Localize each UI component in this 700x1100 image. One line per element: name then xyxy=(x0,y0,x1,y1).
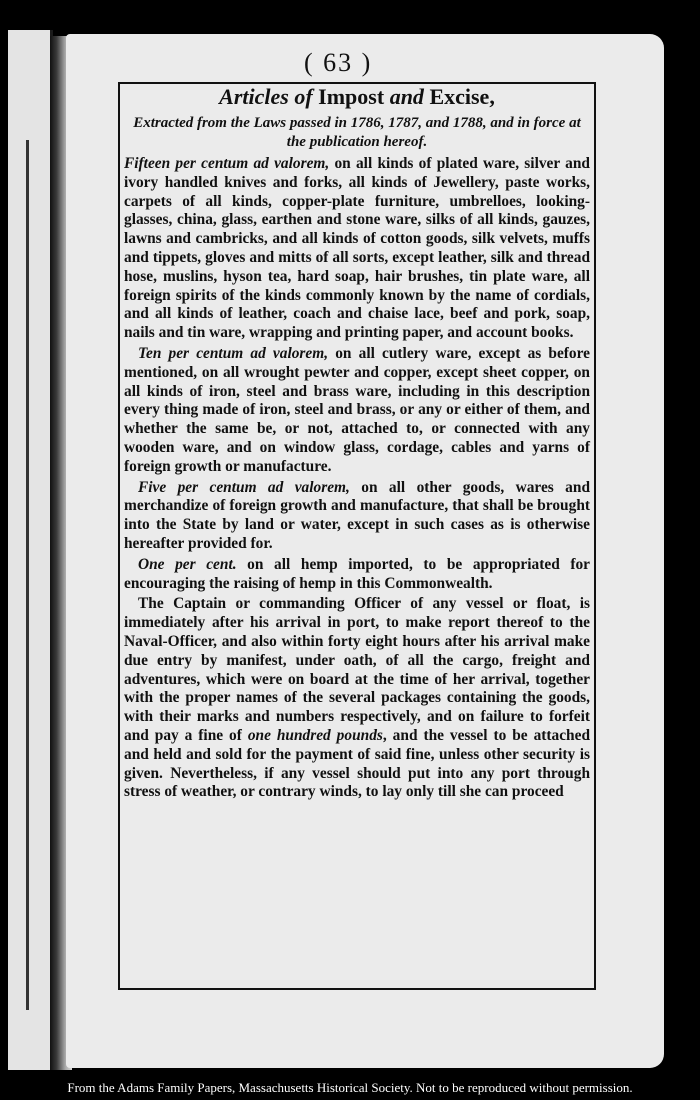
paragraph-lead: Ten per centum ad valorem, xyxy=(138,344,329,362)
left-page-edge xyxy=(8,30,53,1070)
paragraph-lead: Fifteen per centum ad valorem, xyxy=(124,155,330,172)
paragraph-text: on all cutlery ware, except as before mentioned, on all wrought pewter and copper, except sheet copper, on all kinds of iron, steel and brass ware, including in this description every thing made of iron, steel and brass, or any or either of them, and whether the same be, or not, attached to, or connected with any wooden ware, and on window glass, cordage, cables and yarns of foreign growth or manufacture. xyxy=(124,344,591,475)
paragraph-text: The Captain or commanding Officer of any vessel or float, is immediately after his arrival in port, to make report thereof to the Naval-Officer, and also within forty eight hours after his arrival make due entry by manifest, under oath, of all the cargo, freight and adventures, which were on board at the time of her arrival, together with the proper names of the several packages containing the goods, with their marks and numbers respectively, and on failure to forfeit and pay a fine of xyxy=(124,595,590,744)
left-page-rule xyxy=(26,140,29,1010)
heading-part-2: Impost xyxy=(318,84,390,109)
paragraph-one-per-cent xyxy=(124,556,590,594)
page-heading xyxy=(120,84,594,110)
paragraph-text: on all other goods, wares and merchandize of foreign growth and manufacture, that shall be brought into the State by land or water, except in such cases as is otherwise hereafter provided for. xyxy=(124,478,590,552)
body-text xyxy=(124,155,590,804)
paragraph-five-per-centum xyxy=(124,479,590,554)
page-number: ( 63 ) xyxy=(304,48,373,77)
paragraph-emphasis: one hundred pounds xyxy=(247,726,383,744)
paragraph-text: on all kinds of plated ware, silver and ivory handled knives and forks, all kinds of Jewellery, paste works, carpets of all kinds, copper-plate furniture, umbrelloes, looking-glasses, china, glass, earthen and stone ware, silks of all kinds, gauzes, lawns and cambricks, and all kinds of cotton goods, silk velvets, muffs and tippets, gloves and mitts of all sorts, except leather, silk and thread hose, muslins, hyson tea, hard soap, hair brushes, tin plate ware, all foreign spirits of the kinds commonly known by the name of cordials, and all kinds of leather, coach and chaise lace, beef and pork, soap, nails and tin ware, wrapping and printing paper, and account books. xyxy=(124,155,590,342)
paragraph-lead: Five per centum ad valorem, xyxy=(138,478,350,496)
paragraph-lead: One per cent. xyxy=(138,555,237,573)
paragraph-fifteen-per-centum xyxy=(124,155,590,343)
paragraph-text: on all hemp imported, to be appropriated for encouraging the raising of hemp in this Commonwealth. xyxy=(124,555,591,592)
paragraph-captain-report xyxy=(124,595,590,802)
heading-part-1: Articles of xyxy=(219,84,319,109)
copyright-footer: From the Adams Family Papers, Massachusetts Historical Society. Not to be reproduced without permission. xyxy=(67,1080,633,1095)
page-subheading: Extracted from the Laws passed in 1786, 1787, and 1788, and in force at the publication hereof. xyxy=(133,115,581,150)
paragraph-text-continued: , and the vessel to be attached and held and sold for the payment of said fine, unless other security is given. Nevertheless, if any vessel should put into any port through stress of weather, or contrary winds, to lay only till she can proceed xyxy=(124,726,590,801)
heading-part-3: and xyxy=(389,84,430,109)
heading-part-4: Excise, xyxy=(429,84,495,109)
paragraph-ten-per-centum xyxy=(124,345,590,477)
